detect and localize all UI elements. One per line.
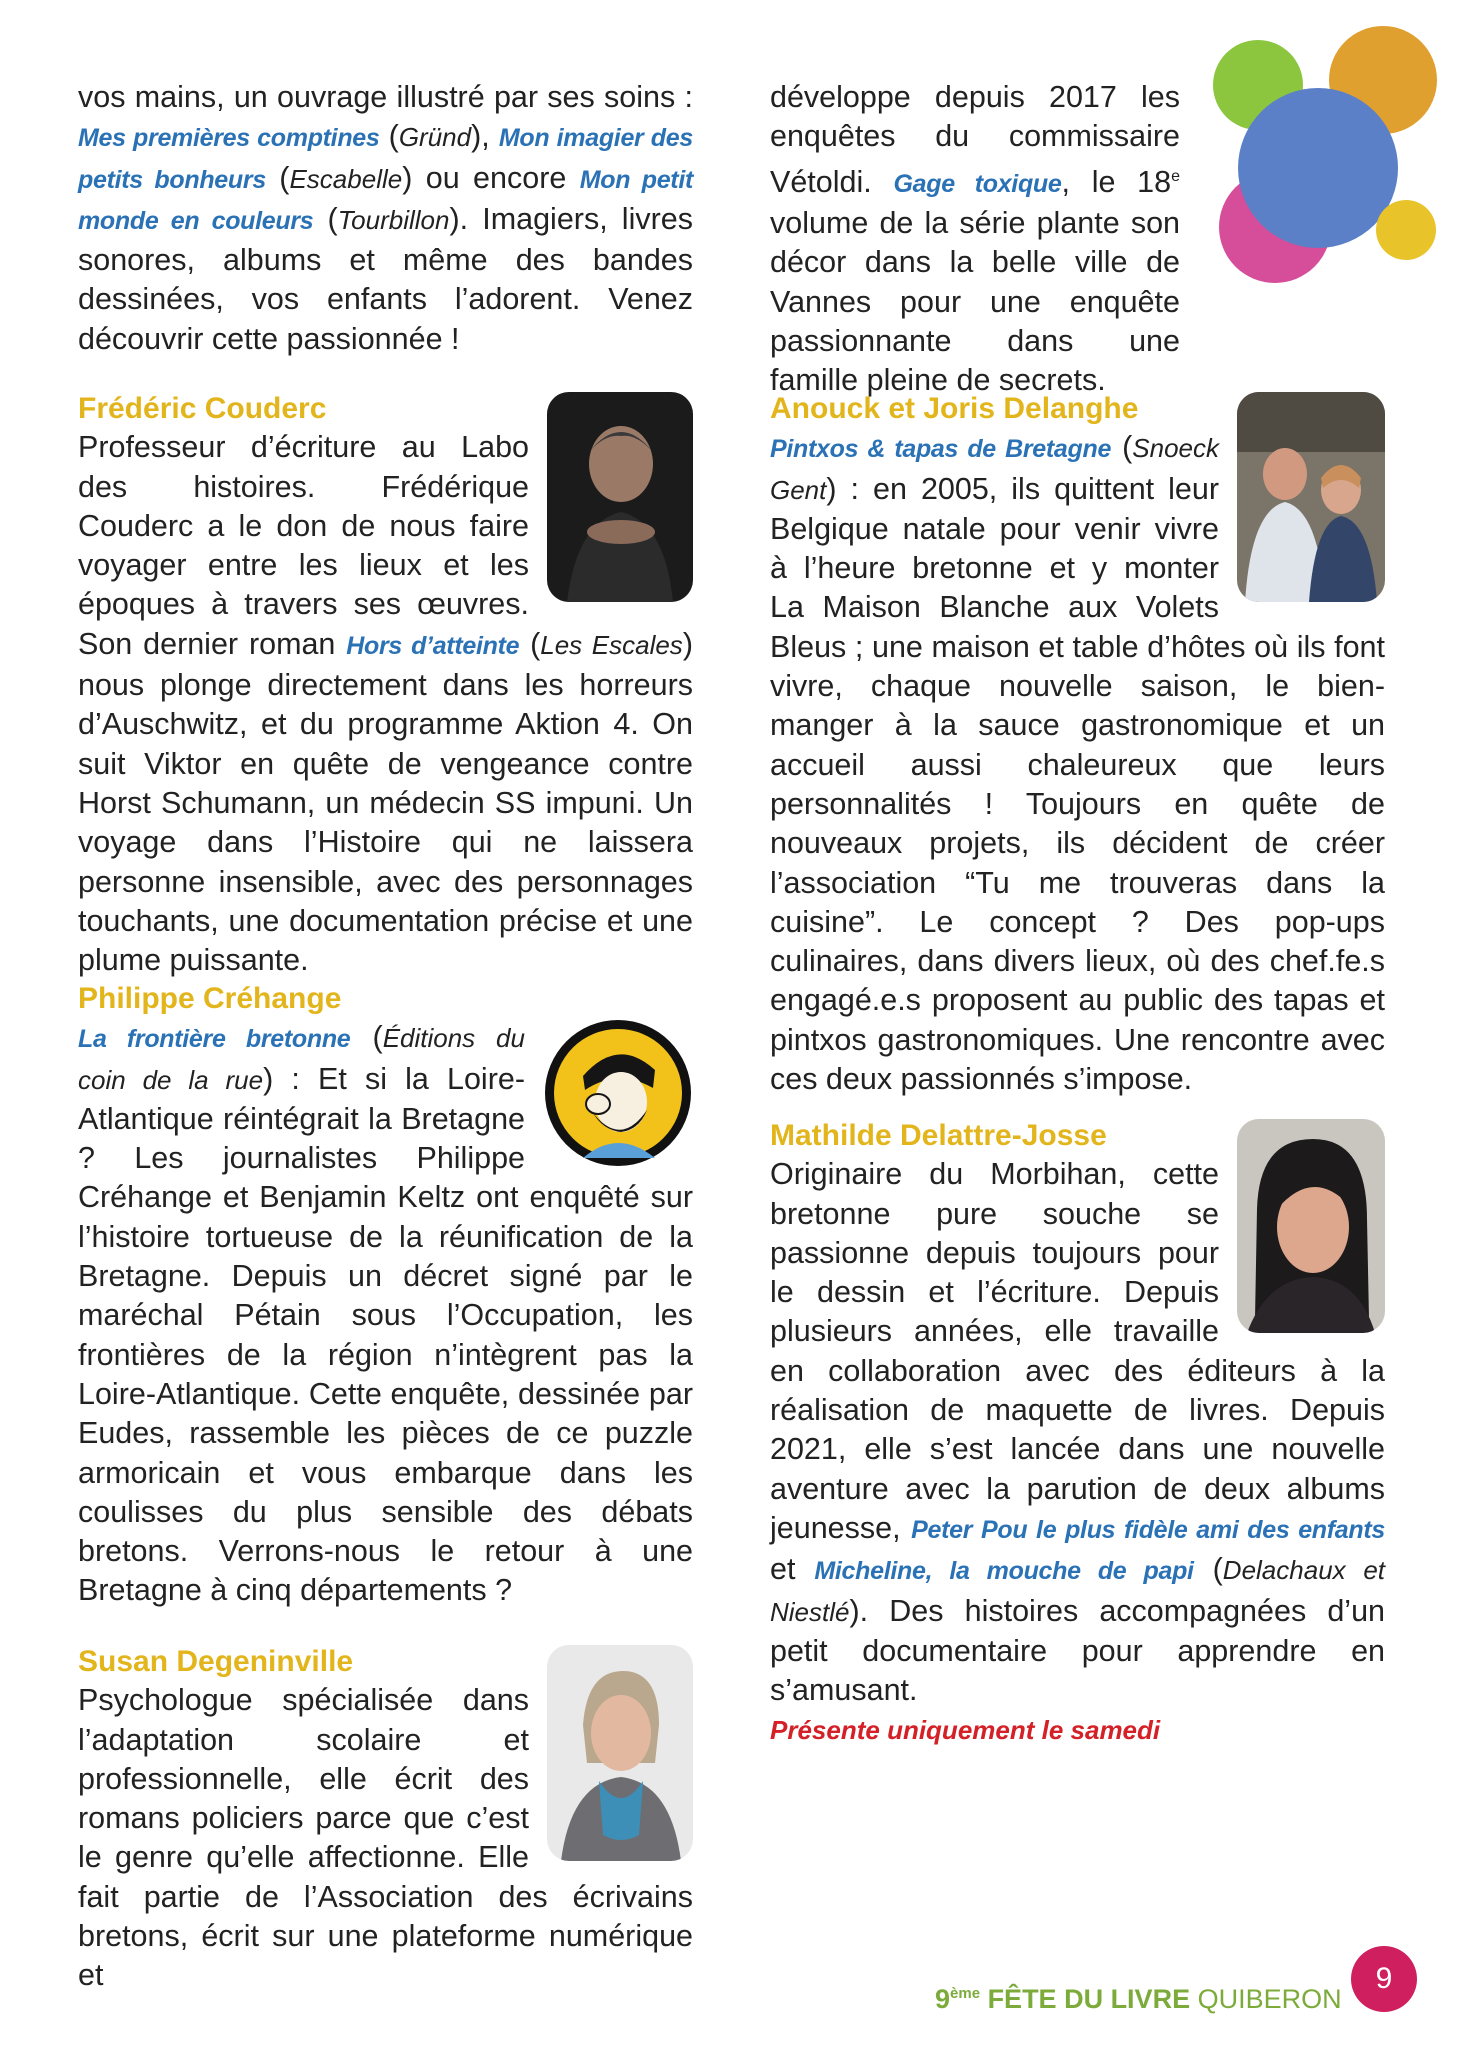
author-entry-degeninville — [78, 1642, 693, 1996]
publisher: Les Escales — [540, 629, 683, 660]
publisher: Escabelle — [289, 163, 403, 194]
bio-text: : en 2005, ils quittent leur Belgique natale pour venir vivre à l’heure bretonne et y monter La Maison Blanche aux Volets Bleus ; une maison et table d’hôtes où ils font vivre, chaque nouvelle saison, le bien-manger à la sauce gastronomique et un accueil aussi chaleureux que leurs personnalités ! Toujours en quête de nouveaux projets, ils décident de créer l’association “Tu me trouveras dans la cuisine”. Le concept ? Des pop-ups culinaires, dans divers lieux, où des chef.fe.s engagé.e.s proposent au public des tapas et pintxos gastronomiques. Une rencontre avec ces deux passionnés s’impose. — [770, 471, 1385, 1097]
publisher: Gründ — [398, 122, 472, 153]
book-title: Hors d’atteinte — [346, 631, 520, 660]
author-entry-delanghe — [770, 389, 1385, 1116]
bio-text: . Des histoires accompagnées d’un petit documentaire pour apprendre en s’amusant. — [770, 1593, 1385, 1708]
festival-name: FÊTE DU LIVRE — [980, 1984, 1191, 2014]
author-name: Mathilde Delattre-Josse — [770, 1119, 1107, 1152]
right-column — [770, 78, 1385, 1751]
edition-suffix: ème — [950, 1985, 981, 2002]
author-bio: Pintxos & tapas de Bretagne (Snoeck Gent) : en 2005, ils quittent leur Belgique natale pour venir vivre à l’heure bretonne et y monter La Maison Blanche aux Volets Bleus ; une maison et table d’hôtes où ils font vivre, chaque nouvelle saison, le bien-manger à la sauce gastronomique et un accueil aussi chaleureux que leurs personnalités ! Toujours en quête de nouveaux projets, ils décident de créer l’association “Tu me trouveras dans la cuisine”. Le concept ? Des pop-ups culinaires, dans divers lieux, où des chef.fe.s engagé.e.s proposent au public des tapas et pintxos gastronomiques. Une rencontre avec ces deux passionnés s’impose. — [770, 430, 1385, 1097]
bio-text: et — [770, 1552, 815, 1587]
edition-number: 9 — [935, 1984, 951, 2014]
footer-title — [935, 1978, 1342, 2015]
book-title: Pintxos & tapas de Bretagne — [770, 435, 1112, 464]
bio-text: Professeur d’écriture au Labo des histoires. Frédérique Couderc a le don de nous faire voyager entre les lieux et les époques à travers ses œuvres. Son dernier roman — [78, 430, 529, 661]
intro-text: développe depuis 2017 les enquêtes du commissaire Vétoldi. — [770, 80, 1180, 199]
author-photo-degeninville — [547, 1645, 693, 1861]
bio-text: Originaire du Morbihan, cette bretonne pure souche se passionne depuis toujours pour le dessin et l’écriture. Depuis plusieurs années, elle travaille en collaboration avec des éditeurs à la réalisation de maquette de livres. Depuis 2021, elle s’est lancée dans une nouvelle aventure avec la parution de deux albums jeunesse, — [770, 1157, 1385, 1545]
author-name: Susan Degeninville — [78, 1645, 354, 1678]
intro-text: . Imagiers, livres sonores, albums et même des bandes dessinées, vos enfants l’adorent. Venez découvrir cette passionnée ! — [78, 201, 693, 356]
publisher: Delachaux et Niestlé — [770, 1555, 1386, 1627]
book-title: La frontière bretonne — [78, 1025, 351, 1054]
bio-text: nous plonge directement dans les horreurs d’Auschwitz, et du programme Aktion 4. On suit Viktor en quête de vengeance contre Horst Schumann, un médecin SS impuni. Un voyage dans l’Histoire qui ne laissera personne insensible, avec des personnages touchants, une documentation précise et une plume puissante. — [78, 668, 693, 978]
superscript: e — [1171, 167, 1180, 185]
left-column — [78, 78, 693, 1996]
intro-text: , le 18 — [1061, 164, 1172, 199]
availability-note — [770, 1710, 1385, 1750]
intro-text: ou encore — [412, 160, 580, 195]
intro-paragraph: vos mains, un ouvrage illustré par ses soins : Mes premières comptines (Gründ), Mon imagier des petits bonheurs (Escabelle) ou encore Mon petit monde en couleurs (Tourbillon). Imagiers, livres sonores, albums et même des bandes dessinées, vos enfants l’adorent. Venez découvrir cette passionnée ! — [78, 80, 693, 356]
publisher: Snoeck Gent — [770, 433, 1219, 505]
intro-text: vos mains, un ouvrage illustré par ses soins : — [78, 80, 693, 114]
book-title: Mon petit monde en couleurs — [78, 165, 693, 235]
author-name: Philippe Créhange — [78, 982, 342, 1015]
author-bio: Originaire du Morbihan, cette bretonne pure souche se passionne depuis toujours pour le dessin et l’écriture. Depuis plusieurs années, elle travaille en collaboration avec des éditeurs à la réalisation de maquette de livres. Depuis 2021, elle s’est lancée dans une nouvelle aventure avec la parution de deux albums jeunesse, Peter Pou le plus fidèle ami des enfants et Micheline, la mouche de papi (Delachaux et Niestlé). Des histoires accompagnées d’un petit documentaire pour apprendre en s’amusant. — [770, 1157, 1386, 1708]
author-entry-delattre — [770, 1116, 1385, 1751]
note-text: Présente uniquement le samedi — [770, 1715, 1161, 1746]
publisher: Éditions du coin de la rue — [78, 1023, 525, 1095]
book-title: Mon imagier des petits bonheurs — [78, 124, 693, 194]
bio-text: : Et si la Loire-Atlantique réintégrait la Bretagne ? Les journalistes Philippe Créhange et Benjamin Keltz ont enquêté sur l’histoire tortueuse de la réunification de la Bretagne. Depuis un décret signé par le maréchal Pétain sous l’Occupation, les frontières de la région n’intègrent pas la Loire-Atlantique. Cette enquête, dessinée par Eudes, rassemble les pièces de ce puzzle armoricain et vous embarque dans les coulisses du plus sensible des débats bretons. Verrons-nous le retour à une Bretagne à cinq départements ? — [78, 1061, 693, 1608]
author-photo-delanghe — [1237, 392, 1385, 602]
book-title: Gage toxique — [893, 169, 1062, 198]
intro-paragraph — [770, 78, 1180, 398]
book-title: Peter Pou le plus fidèle ami des enfants — [911, 1515, 1385, 1544]
author-logo-crehange — [543, 1018, 693, 1168]
page-number-badge: 9 — [1351, 1946, 1417, 2012]
author-name: Anouck et Joris Delanghe — [770, 392, 1139, 425]
author-photo-delattre — [1237, 1119, 1385, 1333]
author-photo-couderc — [547, 392, 693, 602]
yellow-circle — [1376, 200, 1436, 260]
author-bio: Psychologue spécialisée dans l’adaptation scolaire et professionnelle, elle écrit des romans policiers parce que c’est le genre qu’elle affectionne. Elle fait partie de l’Association des écrivains bretons, écrit sur une plateforme numérique et — [78, 1683, 693, 1993]
author-entry-crehange — [78, 979, 693, 1642]
intro-text: volume de la série plante son décor dans la belle ville de Vannes pour une enquête passionnante dans une famille pleine de secrets. — [770, 206, 1180, 398]
book-title: Micheline, la mouche de papi — [814, 1557, 1194, 1586]
author-bio: La frontière bretonne (Éditions du coin de la rue) : Et si la Loire-Atlantique réintégrait la Bretagne ? Les journalistes Philippe Créhange et Benjamin Keltz ont enquêté sur l’histoire tortueuse de la réunification de la Bretagne. Depuis un décret signé par le maréchal Pétain sous l’Occupation, les frontières de la région n’intègrent pas la Loire-Atlantique. Cette enquête, dessinée par Eudes, rassemble les pièces de ce puzzle armoricain et vous embarque dans les coulisses du plus sensible des débats bretons. Verrons-nous le retour à une Bretagne à cinq départements ? — [78, 1020, 693, 1608]
author-bio: Professeur d’écriture au Labo des histoires. Frédérique Couderc a le don de nous faire voyager entre les lieux et les époques à travers ses œuvres. Son dernier roman Hors d’atteinte (Les Escales) nous plonge directement dans les horreurs d’Auschwitz, et du programme Aktion 4. On suit Viktor en quête de vengeance contre Horst Schumann, un médecin SS impuni. Un voyage dans l’Histoire qui ne laissera personne insensible, avec des personnages touchants, une documentation précise et une plume puissante. — [78, 430, 693, 978]
book-title: Mes premières comptines — [78, 124, 380, 153]
festival-place: QUIBERON — [1190, 1984, 1342, 2014]
author-entry-couderc — [78, 389, 693, 979]
publisher: Tourbillon — [337, 204, 450, 235]
author-name: Frédéric Couderc — [78, 392, 327, 425]
